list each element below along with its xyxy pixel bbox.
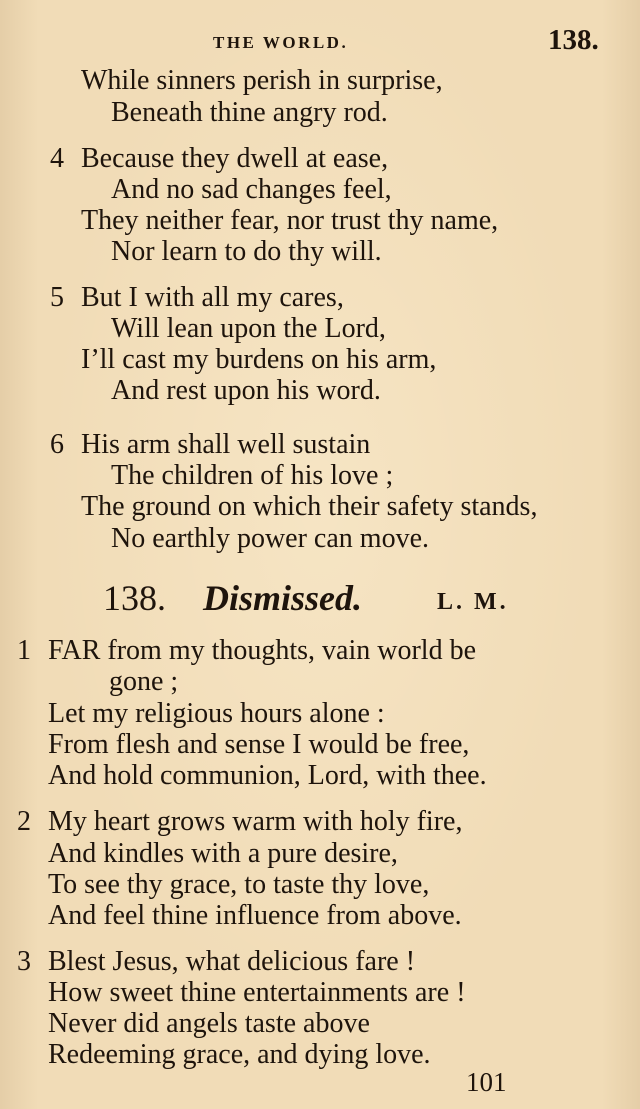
verse-line: Redeeming grace, and dying love. bbox=[48, 1039, 431, 1070]
hymn-number: 138. bbox=[103, 578, 166, 618]
verse-line: While sinners perish in surprise, bbox=[81, 65, 443, 96]
stanza-number: 4 bbox=[50, 143, 64, 174]
verse-line: And rest upon his word. bbox=[111, 375, 381, 406]
stanza-number: 5 bbox=[50, 282, 64, 313]
verse-line: And kindles with a pure desire, bbox=[48, 838, 398, 869]
folio-number: 101 bbox=[466, 1067, 507, 1097]
verse-line: Because they dwell at ease, bbox=[81, 143, 389, 174]
verse-line: FAR from my thoughts, vain world be bbox=[48, 635, 477, 666]
verse-line: Let my religious hours alone : bbox=[48, 698, 385, 729]
running-head: THE WORLD. bbox=[213, 33, 349, 52]
verse-line: Beneath thine angry rod. bbox=[111, 97, 388, 128]
page-number: 138. bbox=[548, 24, 599, 56]
verse-line: The ground on which their safety stands, bbox=[81, 491, 538, 522]
verse-line: To see thy grace, to taste thy love, bbox=[48, 869, 430, 900]
verse-line: And feel thine influence from above. bbox=[48, 900, 462, 931]
stanza-number: 2 bbox=[17, 806, 31, 837]
hymn-meter: L. M. bbox=[437, 589, 509, 615]
stanza-number: 1 bbox=[17, 635, 31, 666]
verse-line: gone ; bbox=[109, 666, 179, 697]
stanza-number: 6 bbox=[50, 429, 64, 460]
stanza-number: 3 bbox=[17, 946, 31, 977]
verse-line: And hold communion, Lord, with thee. bbox=[48, 760, 487, 791]
hymn-title: Dismissed. bbox=[203, 578, 363, 618]
verse-line: But I with all my cares, bbox=[81, 282, 344, 313]
verse-line: His arm shall well sustain bbox=[81, 429, 371, 460]
verse-line: My heart grows warm with holy fire, bbox=[48, 806, 463, 837]
verse-line: Will lean upon the Lord, bbox=[111, 313, 386, 344]
verse-line: No earthly power can move. bbox=[111, 523, 429, 554]
verse-line: And no sad changes feel, bbox=[111, 174, 392, 205]
verse-line: Blest Jesus, what delicious fare ! bbox=[48, 946, 416, 977]
verse-line: They neither fear, nor trust thy name, bbox=[81, 205, 499, 236]
verse-line: Nor learn to do thy will. bbox=[111, 236, 382, 267]
verse-line: From flesh and sense I would be free, bbox=[48, 729, 470, 760]
verse-line: The children of his love ; bbox=[111, 460, 394, 491]
verse-line: How sweet thine entertainments are ! bbox=[48, 977, 466, 1008]
verse-line: I’ll cast my burdens on his arm, bbox=[81, 344, 437, 375]
verse-line: Never did angels taste above bbox=[48, 1008, 370, 1039]
